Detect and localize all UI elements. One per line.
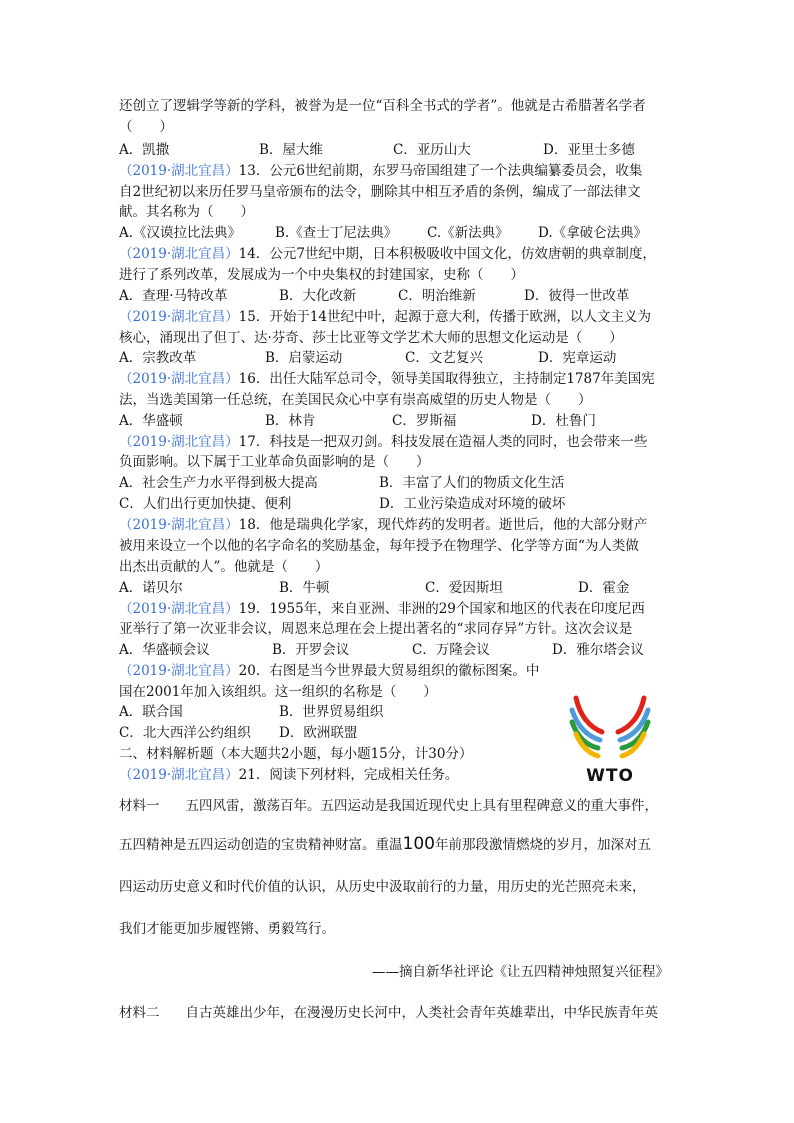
q21-text: 21．阅读下列材料，完成相关任务。 [238,767,459,783]
q13-option-a: A.《汉谟拉比法典》 [119,225,242,241]
q17-option-b: B．丰富了人们的物质文化生活 [379,475,565,491]
q19-source: （2019·湖北宜昌） [119,601,239,617]
q19-option-d: D．雅尔塔会议 [552,642,644,658]
q20-option-b: B．世界贸易组织 [279,704,384,720]
q13-option-d: D.《拿破仑法典》 [538,225,648,241]
q19-option-a: A．华盛顿会议 [119,642,210,658]
q17-option-c: C．人们出行更加快捷、便利 [119,496,292,512]
q18-text: 18．他是瑞典化学家，现代炸药的发明者。逝世后，他的大部分财产 [238,517,648,533]
q17-line1 [119,432,647,452]
wto-label: WTO [586,766,634,786]
q15-source: （2019·湖北宜昌） [119,309,239,325]
q20-line1 [119,661,539,681]
q18-line1 [119,515,647,535]
material1-citation: ——摘自新华社评论《让五四精神烛照复兴征程》 [372,964,669,980]
q13-line1 [119,161,642,181]
q13-text: 13．公元6世纪前期，东罗马帝国组建了一个法典编纂委员会，收集 [238,163,643,179]
section2-heading: 二、材料解析题（本大题共2小题，每小题15分，计30分） [119,746,473,762]
wto-logo [568,684,652,788]
q16-option-b: B．林肯 [265,413,316,429]
q14-option-d: D．彼得一世改革 [524,288,630,304]
q20-option-c: C．北大西洋公约组织 [119,725,251,741]
material2-text1: 自古英雄出少年，在漫漫历史长河中，人类社会青年英雄辈出，中华民族青年英 [185,1005,658,1021]
q14-option-b: B．大化改新 [279,288,357,304]
q16-option-c: C．罗斯福 [392,413,457,429]
q18-line3: 出杰出贡献的人”。他就是（ ） [119,559,329,575]
q13-source: （2019·湖北宜昌） [119,163,239,179]
q21-source: （2019·湖北宜昌） [119,767,239,783]
q18-option-a: A．诺贝尔 [119,580,183,596]
q15-line2: 核心，涌现出了但丁、达·芬奇、莎士比亚等文学艺术大师的思想文化运动是（ ） [119,330,623,346]
q20-option-d: D．欧洲联盟 [279,725,358,741]
q16-text: 16．出任大陆军总司令，领导美国取得独立，主持制定1787年美国宪 [238,371,655,387]
q15-option-b: B．启蒙运动 [265,350,343,366]
q20-option-a: A．联合国 [119,704,183,720]
q13-option-b: B.《查士丁尼法典》 [275,225,398,241]
material1-label: 材料一 [119,798,160,814]
material1-line3: 四运动历史意义和时代价值的认识，从历史中汲取前行的力量，用历史的光芒照亮未来， [119,879,646,895]
q14-option-c: C．明治维新 [398,288,476,304]
q17-option-a: A．社会生产力水平得到极大提高 [119,475,318,491]
q12-blank: （ ） [119,119,173,135]
q14-option-a: A．查理·马特改革 [119,288,228,304]
q15-option-c: C．文艺复兴 [405,350,483,366]
q18-option-d: D．霍金 [578,580,630,596]
material1-text2b: 年前那段激情燃烧的岁月，加深对五 [434,837,651,853]
q19-line2: 亚举行了第一次亚非会议，周恩来总理在会上提出著名的“求同存异”方针。这次会议是 [119,621,633,637]
q14-source: （2019·湖北宜昌） [119,246,239,262]
q13-option-c: C.《新法典》 [427,225,509,241]
q16-line2: 法，当选美国第一任总统，在美国民众心中享有崇高威望的历史人物是（ ） [119,392,592,408]
q12-line1: 还创立了逻辑学等新的学科，被誉为是一位“百科全书式的学者”。他就是古希腊著名学者 [119,98,646,114]
q12-option-c: C．亚历山大 [393,142,471,158]
q19-option-b: B．开罗会议 [272,642,350,658]
q21-line1 [119,765,458,785]
q15-option-d: D．宪章运动 [538,350,617,366]
q14-line2: 进行了系列改革，发展成为一个中央集权的封建国家，史称（ ） [119,267,524,283]
material2-label: 材料二 [119,1005,160,1021]
q17-text: 17．科技是一把双刃剑。科技发展在造福人类的同时，也会带来一些 [238,434,648,450]
q15-line1 [119,307,651,327]
q13-line3: 献。其名称为（ ） [119,204,254,220]
q15-option-a: A．宗教改革 [119,350,197,366]
material1-text1: 五四风雷，激荡百年。五四运动是我国近现代史上具有里程碑意义的重大事件， [185,798,658,814]
q15-text: 15．开始于14世纪中叶，起源于意大利，传播于欧洲，以人文主义为 [238,309,652,325]
material1-line1 [119,796,658,816]
q12-option-a: A．凯撒 [119,142,170,158]
material1-number: 100 [402,834,435,854]
q17-option-d: D．工业污染造成对环境的破坏 [379,496,566,512]
q14-text: 14．公元7世纪中期，日本积极吸收中国文化，仿效唐朝的典章制度， [238,246,656,262]
q16-line1 [119,369,655,389]
q19-line1 [119,599,645,619]
q19-text: 19．1955年，来自亚洲、非洲的29个国家和地区的代表在印度尼西 [238,601,645,617]
q13-line2: 自2世纪初以来历任罗马皇帝颁布的法令，删除其中相互矛盾的条例，编成了一部法律文 [119,184,641,200]
q18-option-b: B．牛顿 [279,580,330,596]
q16-option-a: A．华盛顿 [119,413,183,429]
q18-line2: 被用来设立一个以他的名字命名的奖励基金，每年授予在物理学、化学等方面“为人类做 [119,538,639,554]
q19-option-c: C．万隆会议 [412,642,490,658]
q17-line2: 负面影响。以下属于工业革命负面影响的是（ ） [119,454,430,470]
q12-option-b: B．屋大维 [259,142,323,158]
q20-text: 20．右图是当今世界最大贸易组织的徽标图案。中 [238,663,540,679]
material2-line1 [119,1003,658,1023]
material1-text2a: 五四精神是五四运动创造的宝贵精神财富。重温 [119,837,403,853]
q18-option-c: C．爱因斯坦 [425,580,503,596]
q16-option-d: D．杜鲁门 [531,413,596,429]
q12-option-d: D．亚里士多德 [543,142,635,158]
q20-source: （2019·湖北宜昌） [119,663,239,679]
q18-source: （2019·湖北宜昌） [119,517,239,533]
wto-emblem-icon [568,684,652,764]
q20-line2: 国在2001年加入该组织。这一组织的名称是（ ） [119,684,437,700]
material1-line4: 我们才能更加步履铿锵、勇毅笃行。 [119,921,335,937]
q17-source: （2019·湖北宜昌） [119,434,239,450]
q16-source: （2019·湖北宜昌） [119,371,239,387]
q14-line1 [119,244,656,264]
material1-line2 [119,834,651,855]
